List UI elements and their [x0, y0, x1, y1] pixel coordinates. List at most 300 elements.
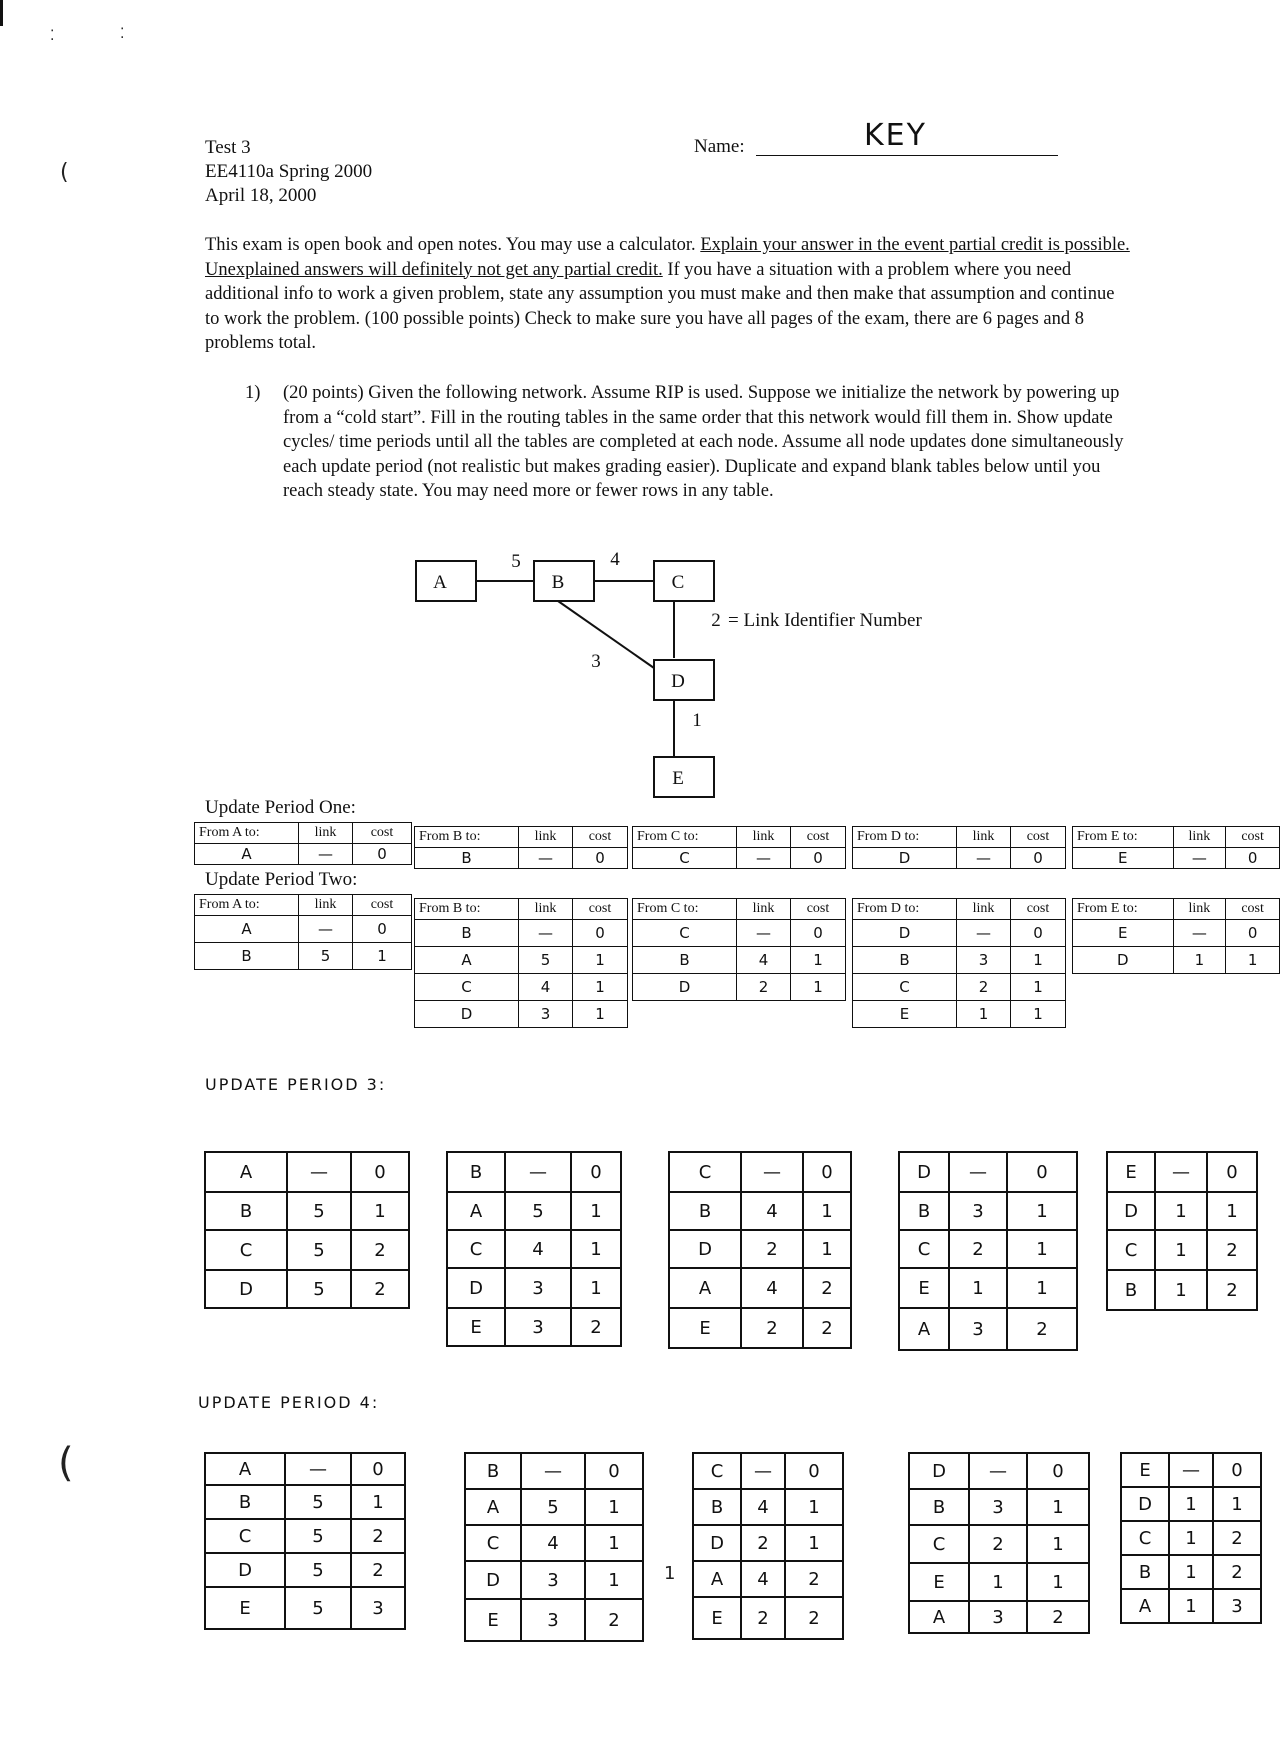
cost-cell: 1	[1226, 947, 1280, 974]
period-two-label: Update Period Two:	[205, 869, 358, 890]
link-cell: 2	[741, 1308, 803, 1348]
dest-cell: B	[693, 1489, 741, 1525]
link-header: link	[737, 827, 791, 848]
table-row	[693, 1597, 843, 1639]
link-cell: —	[287, 1152, 351, 1192]
dest-cell: B	[415, 920, 519, 947]
cost-cell: 0	[791, 848, 846, 869]
link-de-id: 1	[692, 710, 702, 731]
dest-cell: D	[1107, 1192, 1155, 1230]
instructions	[205, 233, 1130, 356]
link-bc-id: 4	[610, 549, 620, 570]
dest-cell: E	[1107, 1152, 1155, 1192]
link-cell: —	[299, 916, 353, 943]
link-cell: 5	[285, 1485, 351, 1519]
table-row	[909, 1489, 1089, 1525]
link-cell: 5	[521, 1489, 585, 1525]
dest-cell: D	[853, 920, 957, 947]
table-row	[1073, 947, 1280, 974]
table-row	[693, 1561, 843, 1597]
cost-cell: 1	[785, 1489, 843, 1525]
dest-header: From D to:	[853, 899, 957, 920]
dest-cell: B	[633, 947, 737, 974]
dest-header: From D to:	[853, 827, 957, 848]
node-d-box	[654, 660, 714, 700]
link-cell: —	[737, 848, 791, 869]
cost-cell: 1	[1027, 1525, 1089, 1563]
scan-speck: ⁚	[120, 26, 125, 42]
name-line	[756, 155, 1058, 156]
link-cell: 4	[519, 974, 573, 1001]
cost-header: cost	[1226, 899, 1280, 920]
instructions-text-2: If you have a situation with a problem where you need additional info to work a given problem, state any assumption you must make and then make that assumption and continue to work the problem. (100 possible points) Check to make sure you have all pages of the exam, there are 6 pages and 8 problems total.	[205, 259, 1115, 353]
period4-table-c	[692, 1452, 844, 1640]
link-cell: 1	[1173, 947, 1226, 974]
dest-cell: A	[669, 1268, 741, 1308]
period2-table-from-c	[632, 898, 846, 1001]
link-cell: —	[969, 1453, 1027, 1489]
node-a-box	[416, 561, 476, 601]
dest-cell: B	[1107, 1270, 1155, 1310]
cost-cell: 1	[351, 1485, 405, 1519]
cost-cell: 1	[585, 1525, 643, 1561]
link-header: link	[957, 899, 1011, 920]
link-cell: 5	[505, 1192, 571, 1230]
dest-cell: D	[853, 848, 957, 869]
cost-cell: 2	[785, 1561, 843, 1597]
table-row	[205, 1453, 405, 1485]
table-header-row	[415, 899, 628, 920]
table-row	[415, 848, 628, 869]
link-cell: 1	[1155, 1270, 1207, 1310]
cost-cell: 1	[571, 1268, 621, 1308]
link-cell: 3	[949, 1192, 1007, 1230]
link-cell: 1	[1155, 1230, 1207, 1270]
period4-table-a	[204, 1452, 406, 1630]
link-header: link	[519, 899, 573, 920]
link-cell: 3	[505, 1308, 571, 1346]
dest-cell: D	[909, 1453, 969, 1489]
cost-cell: 0	[803, 1152, 851, 1192]
link-cell: —	[737, 920, 791, 947]
cost-cell: 2	[1213, 1521, 1261, 1555]
cost-header: cost	[791, 827, 846, 848]
scan-paren: (	[60, 160, 69, 185]
table-row	[899, 1152, 1077, 1192]
period4-table-d	[908, 1452, 1090, 1634]
cost-header: cost	[353, 895, 412, 916]
cost-cell: 1	[1007, 1230, 1077, 1268]
table-row	[1121, 1589, 1261, 1623]
cost-cell: 1	[351, 1192, 409, 1230]
dest-cell: C	[909, 1525, 969, 1563]
table-row	[669, 1308, 851, 1348]
cost-header: cost	[353, 823, 412, 844]
table-row	[633, 920, 846, 947]
cost-cell: 2	[1007, 1308, 1077, 1350]
period1-table-from-a	[194, 822, 412, 865]
dest-cell: C	[205, 1230, 287, 1270]
link-cell: —	[521, 1453, 585, 1489]
cost-cell: 2	[1207, 1270, 1257, 1310]
table-row	[909, 1601, 1089, 1633]
table-row	[669, 1230, 851, 1268]
table-row	[205, 1587, 405, 1629]
link-cell: —	[519, 848, 573, 869]
dest-header: From C to:	[633, 899, 737, 920]
cost-cell: 1	[571, 1230, 621, 1268]
table-row	[853, 947, 1066, 974]
table-row	[205, 1553, 405, 1587]
table-row	[1107, 1230, 1257, 1270]
table-row	[447, 1268, 621, 1308]
period2-table-from-a	[194, 894, 412, 970]
margin-mark: 1	[664, 1563, 676, 1584]
cost-cell: 0	[585, 1453, 643, 1489]
dest-cell: A	[447, 1192, 505, 1230]
table-row	[693, 1489, 843, 1525]
table-header-row	[1073, 827, 1280, 848]
cost-cell: 2	[351, 1270, 409, 1308]
dest-cell: C	[853, 974, 957, 1001]
dest-cell: C	[693, 1453, 741, 1489]
cost-cell: 2	[1027, 1601, 1089, 1633]
period2-table-from-e	[1072, 898, 1280, 974]
period-three-label: UPDATE PERIOD 3:	[205, 1075, 387, 1094]
period3-table-a	[204, 1151, 410, 1309]
link-cell: 3	[969, 1601, 1027, 1633]
table-row	[1073, 848, 1280, 869]
problem-number: 1)	[245, 383, 261, 403]
table-row	[447, 1152, 621, 1192]
dest-cell: D	[205, 1553, 285, 1587]
table-row	[633, 974, 846, 1001]
exam-date: April 18, 2000	[205, 185, 317, 206]
cost-cell: 1	[585, 1489, 643, 1525]
cost-cell: 1	[1011, 974, 1066, 1001]
link-cell: 3	[521, 1599, 585, 1641]
table-row	[909, 1525, 1089, 1563]
cost-cell: 2	[1213, 1555, 1261, 1589]
link-cell: 4	[741, 1489, 785, 1525]
dest-cell: B	[465, 1453, 521, 1489]
dest-cell: B	[909, 1489, 969, 1525]
dest-cell: E	[205, 1587, 285, 1629]
table-row	[195, 916, 412, 943]
table-row	[465, 1489, 643, 1525]
dest-cell: B	[899, 1192, 949, 1230]
period1-table-from-b	[414, 826, 628, 869]
table-row	[853, 848, 1066, 869]
table-row	[669, 1152, 851, 1192]
link-cell: 5	[519, 947, 573, 974]
period1-table-from-d	[852, 826, 1066, 869]
dest-cell: D	[205, 1270, 287, 1308]
cost-cell: 0	[1226, 920, 1280, 947]
period3-table-c	[668, 1151, 852, 1349]
table-row	[415, 974, 628, 1001]
period-four-label: UPDATE PERIOD 4:	[198, 1393, 380, 1412]
cost-cell: 0	[1226, 848, 1280, 869]
link-cell: 3	[969, 1489, 1027, 1525]
table-row	[909, 1453, 1089, 1489]
period-one-label: Update Period One:	[205, 797, 356, 818]
table-row	[205, 1485, 405, 1519]
link-cell: —	[949, 1152, 1007, 1192]
dest-cell: D	[669, 1230, 741, 1268]
link-cell: —	[957, 848, 1011, 869]
cost-cell: 0	[1011, 848, 1066, 869]
table-row	[693, 1453, 843, 1489]
table-row	[465, 1525, 643, 1561]
link-header: link	[1173, 899, 1226, 920]
cost-cell: 2	[571, 1308, 621, 1346]
dest-cell: E	[909, 1563, 969, 1601]
link-cell: 3	[505, 1268, 571, 1308]
scan-speck: ⁚	[50, 28, 55, 44]
table-row	[1107, 1192, 1257, 1230]
period4-table-e	[1120, 1452, 1262, 1624]
dest-cell: C	[669, 1152, 741, 1192]
node-a-label: A	[433, 572, 447, 593]
link-cell: 4	[741, 1268, 803, 1308]
dest-cell: D	[465, 1561, 521, 1599]
table-row	[1121, 1487, 1261, 1521]
table-row	[1107, 1270, 1257, 1310]
table-header-row	[1073, 899, 1280, 920]
cost-cell: 0	[1027, 1453, 1089, 1489]
table-row	[205, 1152, 409, 1192]
dest-cell: D	[415, 1001, 519, 1028]
table-row	[1073, 920, 1280, 947]
dest-cell: B	[195, 943, 299, 970]
dest-cell: E	[1121, 1453, 1169, 1487]
table-row	[1121, 1453, 1261, 1487]
table-header-row	[853, 827, 1066, 848]
link-header: link	[737, 899, 791, 920]
link-cell: 4	[505, 1230, 571, 1268]
dest-cell: B	[669, 1192, 741, 1230]
cost-cell: 1	[803, 1230, 851, 1268]
table-header-row	[633, 827, 846, 848]
dest-cell: D	[633, 974, 737, 1001]
table-row	[633, 947, 846, 974]
table-row	[853, 920, 1066, 947]
table-row	[415, 920, 628, 947]
node-d-label: D	[671, 671, 685, 692]
exam-header	[205, 136, 372, 208]
link-header: link	[299, 823, 353, 844]
link-cell: 2	[737, 974, 791, 1001]
dest-cell: A	[1121, 1589, 1169, 1623]
link-cell: 4	[737, 947, 791, 974]
link-cell: 4	[741, 1192, 803, 1230]
cost-header: cost	[573, 899, 628, 920]
link-cell: 5	[299, 943, 353, 970]
name-label: Name:	[694, 136, 745, 157]
cost-header: cost	[1226, 827, 1280, 848]
link-cell: 4	[741, 1561, 785, 1597]
cost-cell: 0	[351, 1453, 405, 1485]
period2-table-from-b	[414, 898, 628, 1028]
period2-table-from-d	[852, 898, 1066, 1028]
table-row	[1107, 1152, 1257, 1192]
name-value: KEY	[864, 118, 927, 153]
table-row	[669, 1268, 851, 1308]
dest-cell: E	[465, 1599, 521, 1641]
dest-cell: A	[415, 947, 519, 974]
dest-header: From A to:	[195, 823, 299, 844]
cost-cell: 0	[353, 844, 412, 865]
link-cell: —	[299, 844, 353, 865]
link-cell: —	[1173, 920, 1226, 947]
table-row	[899, 1308, 1077, 1350]
period3-table-b	[446, 1151, 622, 1347]
link-cell: —	[1173, 848, 1226, 869]
cost-cell: 0	[785, 1453, 843, 1489]
table-row	[1121, 1521, 1261, 1555]
table-row	[447, 1192, 621, 1230]
node-e-label: E	[672, 768, 684, 789]
cost-header: cost	[573, 827, 628, 848]
link-cell: 3	[957, 947, 1011, 974]
dest-header: From C to:	[633, 827, 737, 848]
dest-cell: A	[899, 1308, 949, 1350]
period3-table-d	[898, 1151, 1078, 1351]
cost-cell: 2	[585, 1599, 643, 1641]
link-header: link	[1173, 827, 1226, 848]
problem-text: (20 points) Given the following network. Assume RIP is used. Suppose we initialize the network by powering up from a “cold start”. Fill in the routing tables in the same order that this network would fill them in. Show update cycles/ time periods until all the tables are completed at each node. Assume all node updates done simultaneously each update period (not realistic but makes grading easier). Duplicate and expand blank tables below until you reach steady state. You may need more or fewer rows in any table.	[283, 383, 1124, 501]
dest-header: From E to:	[1073, 827, 1174, 848]
link-header: link	[957, 827, 1011, 848]
link-header: link	[519, 827, 573, 848]
problem-1	[245, 381, 1125, 504]
table-row	[195, 943, 412, 970]
dest-cell: C	[633, 920, 737, 947]
dest-cell: E	[853, 1001, 957, 1028]
cost-cell: 1	[1027, 1563, 1089, 1601]
dest-cell: D	[447, 1268, 505, 1308]
period3-table-e	[1106, 1151, 1258, 1311]
link-cell: —	[285, 1453, 351, 1485]
dest-header: From E to:	[1073, 899, 1174, 920]
table-row	[899, 1268, 1077, 1308]
dest-cell: B	[853, 947, 957, 974]
dest-cell: D	[1073, 947, 1174, 974]
node-b-box	[534, 561, 594, 601]
dest-cell: C	[1121, 1521, 1169, 1555]
dest-cell: B	[205, 1192, 287, 1230]
table-row	[853, 1001, 1066, 1028]
cost-cell: 2	[785, 1597, 843, 1639]
dest-cell: C	[205, 1519, 285, 1553]
table-header-row	[195, 823, 412, 844]
cost-cell: 1	[785, 1525, 843, 1561]
table-row	[415, 1001, 628, 1028]
period1-table-from-e	[1072, 826, 1280, 869]
scan-paren: (	[58, 1440, 74, 1486]
table-row	[899, 1192, 1077, 1230]
cost-cell: 1	[803, 1192, 851, 1230]
link-cell: —	[519, 920, 573, 947]
link-cell: 3	[521, 1561, 585, 1599]
dest-cell: E	[1073, 848, 1174, 869]
dest-cell: D	[693, 1525, 741, 1561]
test-number: Test 3	[205, 137, 251, 158]
link-cell: 5	[287, 1230, 351, 1270]
link-cell: 2	[741, 1525, 785, 1561]
link-cell: —	[1155, 1152, 1207, 1192]
table-row	[633, 848, 846, 869]
dest-cell: B	[447, 1152, 505, 1192]
link-cell: 4	[521, 1525, 585, 1561]
link-cell: 1	[949, 1268, 1007, 1308]
dest-cell: E	[447, 1308, 505, 1346]
cost-cell: 1	[1007, 1192, 1077, 1230]
cost-cell: 0	[573, 920, 628, 947]
cost-cell: 1	[1207, 1192, 1257, 1230]
link-cell: 5	[285, 1519, 351, 1553]
course-name: EE4110a Spring 2000	[205, 161, 373, 182]
cost-cell: 0	[571, 1152, 621, 1192]
dest-header: From B to:	[415, 827, 519, 848]
link-cell: —	[1169, 1453, 1213, 1487]
dest-header: From B to:	[415, 899, 519, 920]
table-row	[669, 1192, 851, 1230]
cost-cell: 1	[573, 974, 628, 1001]
cost-cell: 3	[351, 1587, 405, 1629]
link-cell: 3	[949, 1308, 1007, 1350]
node-c-box	[654, 561, 714, 601]
link-cell: 2	[949, 1230, 1007, 1268]
cost-header: cost	[1011, 899, 1066, 920]
dest-cell: C	[465, 1525, 521, 1561]
table-header-row	[853, 899, 1066, 920]
cost-cell: 1	[1011, 947, 1066, 974]
dest-cell: C	[415, 974, 519, 1001]
cost-cell: 1	[1011, 1001, 1066, 1028]
cost-cell: 2	[803, 1268, 851, 1308]
cost-cell: 2	[1207, 1230, 1257, 1270]
dest-cell: D	[1121, 1487, 1169, 1521]
dest-cell: A	[195, 844, 299, 865]
cost-cell: 1	[791, 974, 846, 1001]
link-cell: —	[957, 920, 1011, 947]
table-header-row	[195, 895, 412, 916]
table-row	[853, 974, 1066, 1001]
link-cell: 2	[957, 974, 1011, 1001]
dest-cell: C	[899, 1230, 949, 1268]
dest-cell: C	[1107, 1230, 1155, 1270]
period1-table-from-c	[632, 826, 846, 869]
link-cell: 1	[1169, 1521, 1213, 1555]
link-cell: 2	[741, 1597, 785, 1639]
dest-cell: B	[1121, 1555, 1169, 1589]
dest-cell: A	[909, 1601, 969, 1633]
dest-cell: E	[693, 1597, 741, 1639]
cost-header: cost	[791, 899, 846, 920]
cost-cell: 2	[351, 1519, 405, 1553]
link-cell: 5	[285, 1587, 351, 1629]
dest-cell: E	[899, 1268, 949, 1308]
table-row	[205, 1230, 409, 1270]
dest-cell: D	[899, 1152, 949, 1192]
table-row	[447, 1308, 621, 1346]
cost-cell: 0	[573, 848, 628, 869]
dest-cell: C	[633, 848, 737, 869]
link-b-d	[558, 601, 654, 668]
table-row	[205, 1519, 405, 1553]
